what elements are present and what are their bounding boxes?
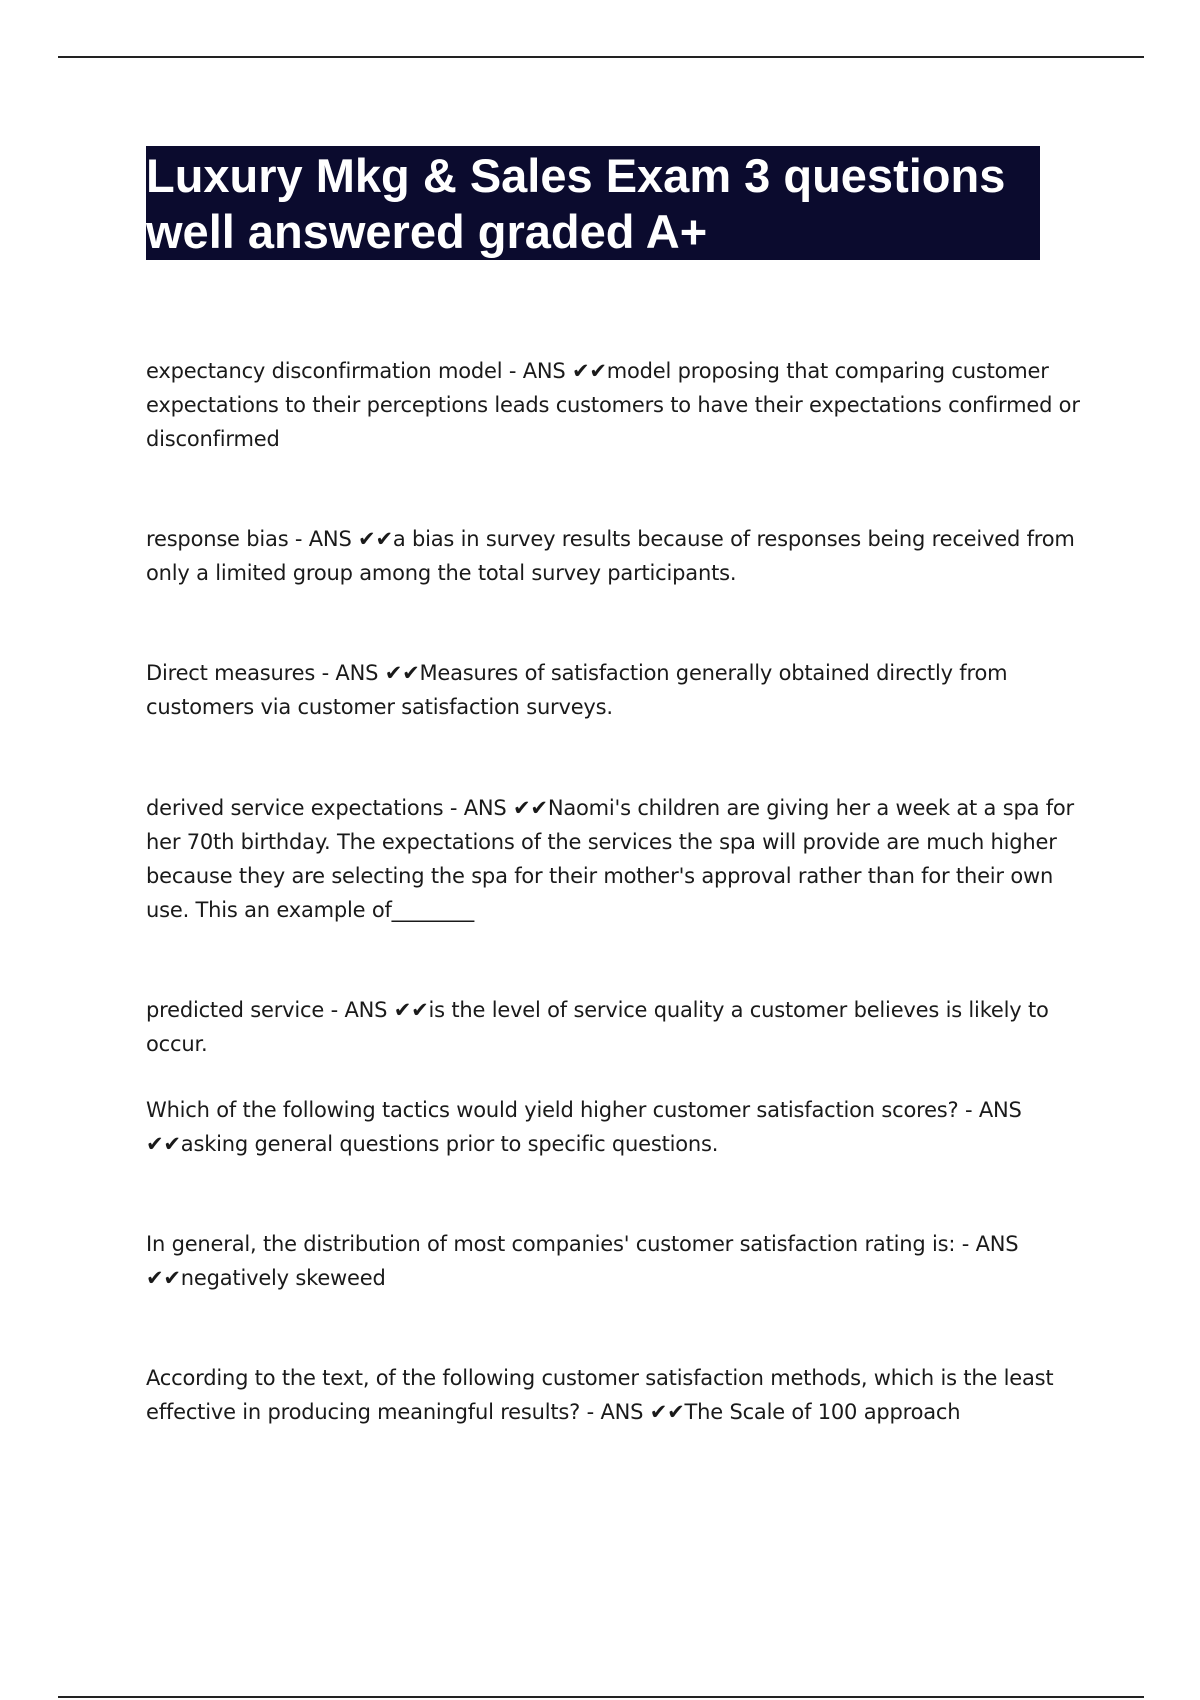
qa-item	[146, 522, 1096, 590]
qa-term: Which of the following tactics would yield higher customer satisfaction scores?	[146, 1098, 959, 1122]
qa-term: expectancy disconfirmation model	[146, 359, 503, 383]
qa-item	[146, 791, 1096, 927]
qa-answer: model proposing that comparing customer expectations to their perceptions leads customers to have their expectations confirmed or disconfirmed	[146, 359, 1080, 451]
qa-separator: - ANS	[315, 661, 385, 685]
qa-separator: - ANS	[955, 1232, 1019, 1256]
qa-item	[146, 1093, 1096, 1161]
qa-separator: - ANS	[288, 527, 359, 551]
page-title: Luxury Mkg & Sales Exam 3 questions well answered graded A+	[146, 149, 1006, 258]
qa-separator: - ANS	[443, 796, 514, 820]
qa-item	[146, 354, 1096, 456]
qa-term: Direct measures	[146, 661, 316, 685]
qa-separator: - ANS	[580, 1400, 650, 1424]
check-icon: ✔✔	[513, 796, 548, 820]
qa-term: predicted service	[146, 998, 325, 1022]
check-icon: ✔✔	[649, 1400, 685, 1424]
qa-separator: - ANS	[324, 998, 394, 1022]
check-icon: ✔✔	[146, 1266, 181, 1290]
top-rule	[58, 56, 1144, 58]
check-icon: ✔✔	[384, 661, 420, 685]
qa-term: response bias	[146, 527, 289, 551]
check-icon: ✔✔	[358, 527, 393, 551]
title-banner	[146, 146, 1040, 260]
qa-answer: Naomi's children are giving her a week at a spa for her 70th birthday. The expectations of the services the spa will provide are much higher because they are selecting the spa for their mother's approval rather than for their own use. This an example of________	[146, 796, 1074, 922]
qa-item	[146, 1227, 1096, 1295]
qa-separator: - ANS	[502, 359, 572, 383]
qa-term: According to the text, of the following customer satisfaction methods, which is the least effective in producing meaningful results?	[146, 1366, 1054, 1424]
check-icon: ✔✔	[146, 1132, 181, 1156]
qa-answer: asking general questions prior to specific questions.	[180, 1132, 719, 1156]
qa-answer: is the level of service quality a customer believes is likely to occur.	[146, 998, 1049, 1056]
qa-answer: negatively skeweed	[180, 1266, 386, 1290]
qa-separator: - ANS	[958, 1098, 1022, 1122]
qa-answer: a bias in survey results because of responses being received from only a limited group among the total survey participants.	[146, 527, 1075, 585]
qa-item	[146, 993, 1096, 1061]
bottom-rule	[58, 1696, 1144, 1698]
check-icon: ✔✔	[393, 998, 429, 1022]
qa-answer: Measures of satisfaction generally obtained directly from customers via customer satisfaction surveys.	[146, 661, 1008, 719]
check-icon: ✔✔	[571, 359, 607, 383]
qa-term: derived service expectations	[146, 796, 444, 820]
qa-item	[146, 1361, 1096, 1429]
qa-answer: The Scale of 100 approach	[684, 1400, 961, 1424]
qa-item	[146, 656, 1096, 724]
qa-term: In general, the distribution of most companies' customer satisfaction rating is:	[146, 1232, 956, 1256]
